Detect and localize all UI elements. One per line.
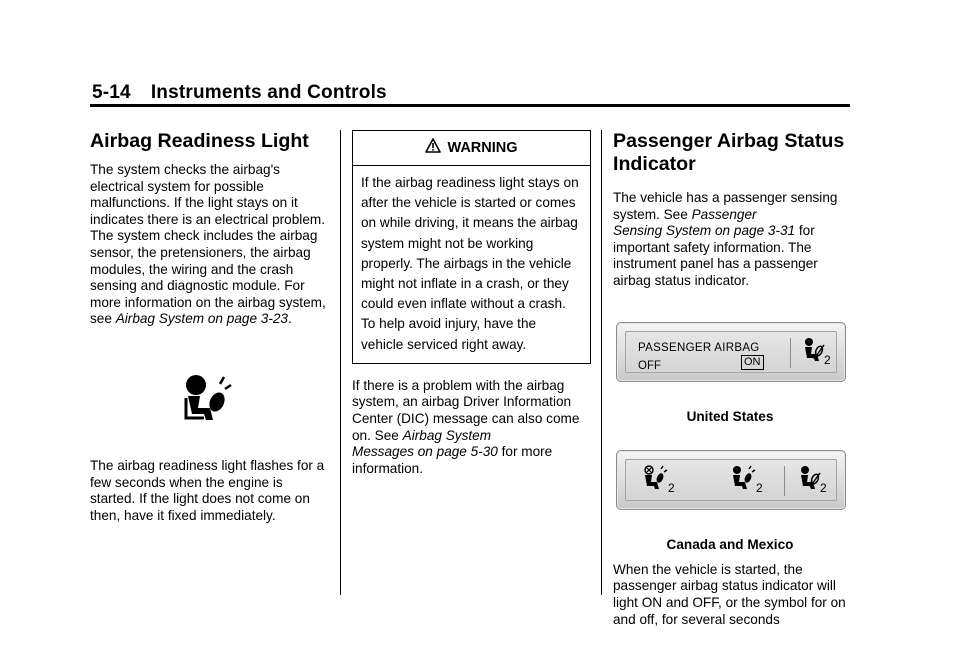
passenger-airbag-off-icon-ca <box>798 465 827 500</box>
us-icon-subscript: 2 <box>824 352 831 367</box>
passenger-airbag-paragraph-1: The vehicle has a passenger sensing system. See Passenger Sensing System on page 3-31 for important safety information. The instrument panel has a passenger airbag status indicator. <box>613 190 838 288</box>
column-passenger-airbag <box>613 130 849 628</box>
warning-body: If the airbag readiness light stays on after the vehicle is started or comes on while driving, it means the airbag system might not be working properly. The airbags in the vehicle might not inflate in a crash, or they could even inflate without a crash. To help avoid injury, have the vehicle serviced right away. <box>361 175 579 352</box>
passenger-sensing-link-b[interactable]: Sensing System on page 3-31 <box>613 223 796 239</box>
ca-icon-1-subscript: 2 <box>668 481 675 496</box>
column-divider-2 <box>601 130 602 595</box>
airbag-readiness-paragraph-2: The airbag readiness light flashes for a few seconds when the engine is started. If the light does not come on then, have it fixed immediately. <box>90 457 325 523</box>
passenger-airbag-heading: Passenger Airbag Status Indicator <box>613 130 845 175</box>
header-rule <box>90 104 850 107</box>
airbag-readiness-icon <box>184 374 232 426</box>
us-panel-separator <box>790 338 791 368</box>
caption-canada-mexico: Canada and Mexico <box>666 537 794 553</box>
us-panel-on-label: ON <box>741 355 764 370</box>
section-title: Instruments and Controls <box>150 82 387 103</box>
ca-icon-2-subscript: 2 <box>756 481 763 496</box>
page-number: 5-14 <box>92 82 131 103</box>
warning-title: WARNING <box>447 139 518 156</box>
ca-icon-3-subscript: 2 <box>820 481 827 496</box>
dic-message-paragraph: If there is a problem with the airbag system, an airbag Driver Information Center (DIC) message can also come on. See Airbag System Messages on page 5-30 for more information. <box>352 377 580 476</box>
airbag-messages-link-a[interactable]: Airbag System <box>402 427 492 443</box>
passenger-airbag-off-crossed-icon <box>642 465 675 500</box>
us-panel-label: PASSENGER AIRBAG <box>638 341 760 354</box>
airbag-readiness-heading: Airbag Readiness Light <box>90 130 309 152</box>
us-status-panel <box>616 322 846 382</box>
airbag-system-link[interactable]: Airbag System on page 3-23 <box>115 311 288 327</box>
airbag-messages-link-b[interactable]: Messages on page 5-30 <box>352 444 498 460</box>
column-airbag-readiness <box>90 130 326 524</box>
warning-header <box>353 131 590 166</box>
passenger-airbag-off-icon <box>802 337 831 372</box>
passenger-airbag-paragraph-2: When the vehicle is started, the passenger airbag status indicator will light ON and OFF, or the symbol for on and off, for several seconds <box>613 561 846 627</box>
column-warning <box>352 130 592 477</box>
canada-mexico-status-panel <box>616 450 846 510</box>
ca-panel-separator <box>784 466 785 496</box>
warning-triangle-icon <box>425 138 441 158</box>
passenger-airbag-on-icon <box>730 465 763 500</box>
airbag-readiness-paragraph-1: The system checks the airbag's electrical system for possible malfunctions. If the light stays on it indicates there is an electrical problem. The system check includes the airbag sensor, the pretensioners, the airbag modules, the wiring and the crash sensing and diagnostic module. For more information on the airbag system, see Airbag System on page 3-23. <box>90 162 326 327</box>
caption-united-states: United States <box>686 408 774 424</box>
column-divider-1 <box>340 130 341 595</box>
us-panel-off-label: OFF <box>638 359 661 372</box>
page-header <box>92 82 387 104</box>
warning-box <box>352 130 591 364</box>
passenger-sensing-link-a[interactable]: Passenger <box>691 206 757 222</box>
